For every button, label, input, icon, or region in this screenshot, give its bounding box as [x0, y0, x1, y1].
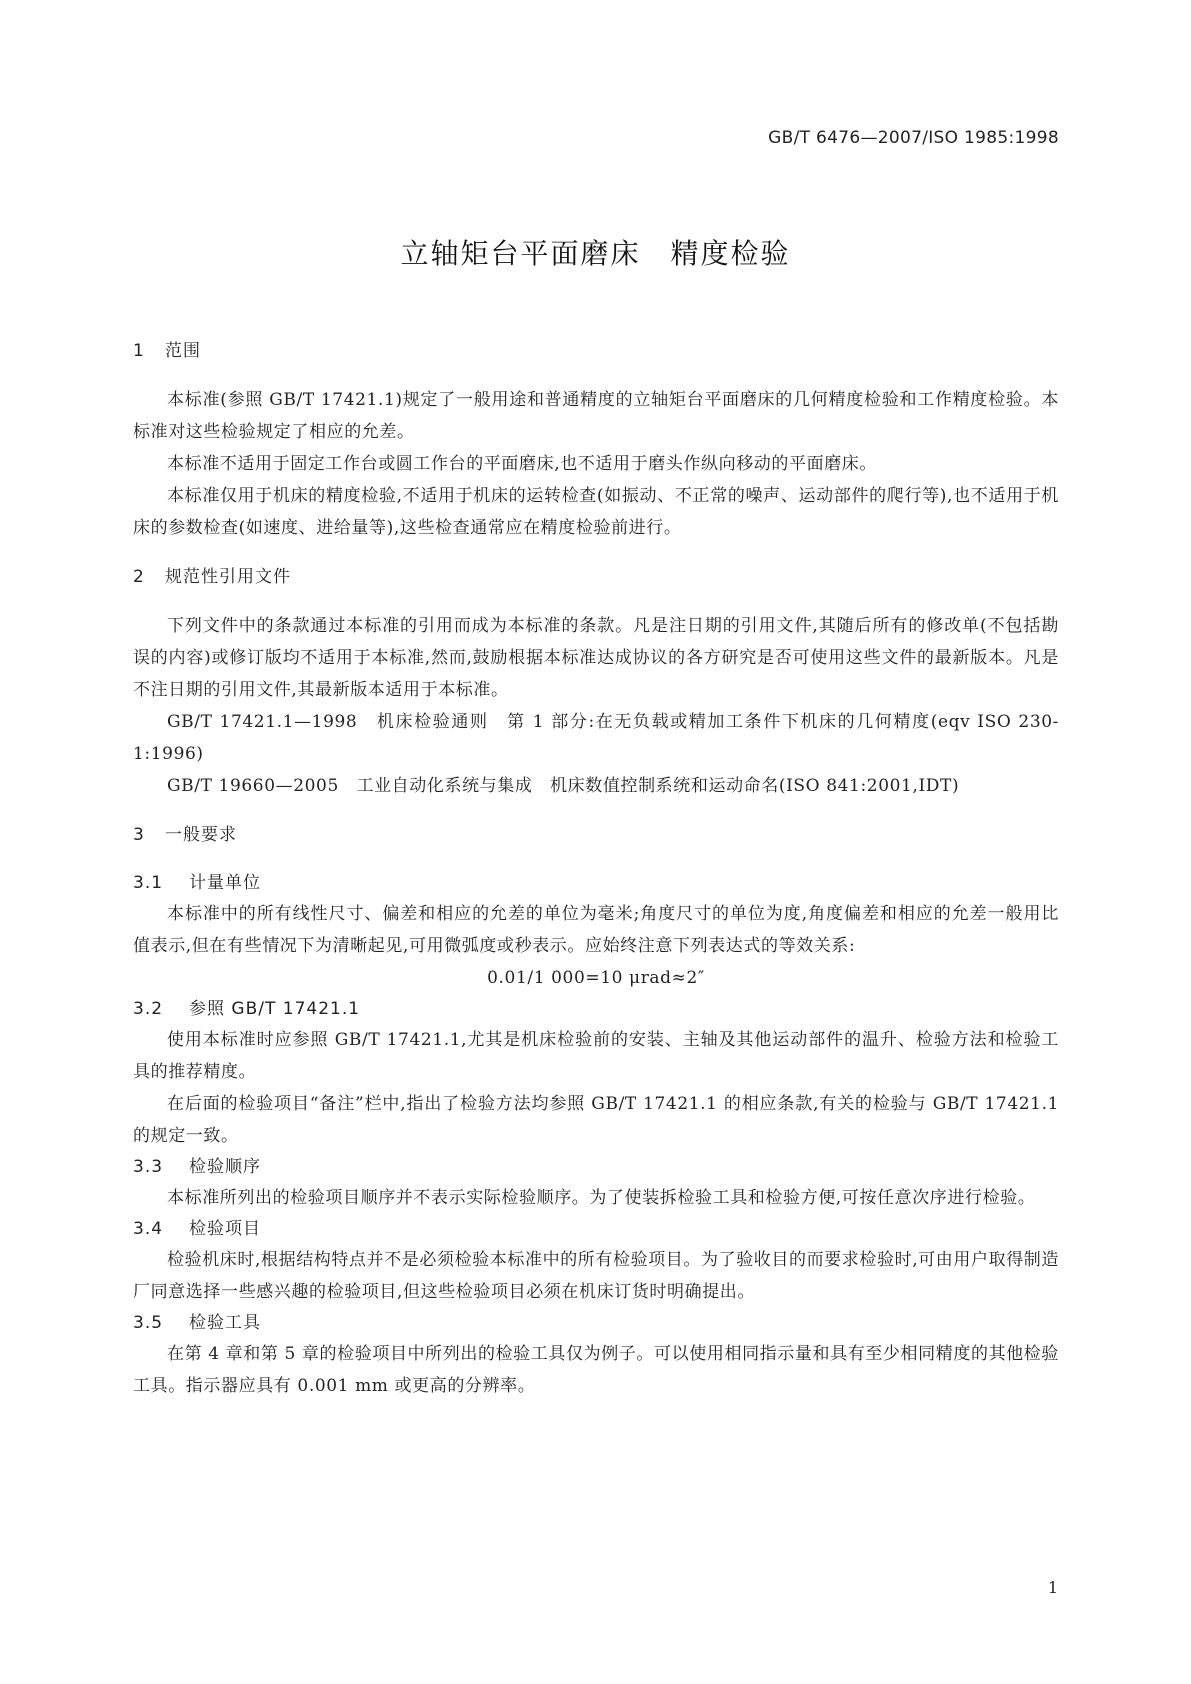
standard-number: GB/T 6476—2007/ISO 1985:1998 — [768, 128, 1059, 148]
subsection-title: 检验顺序 — [189, 1157, 261, 1177]
subsection-number: 3.3 — [133, 1157, 164, 1177]
subsection-heading-3-4 — [133, 1214, 1059, 1244]
section-title: 一般要求 — [165, 825, 237, 845]
reference-item: GB/T 19660—2005 工业自动化系统与集成 机床数值控制系统和运动命名(ISO 841:2001,IDT) — [167, 776, 960, 796]
paragraph: 在第 4 章和第 5 章的检验项目中所列出的检验工具仅为例子。可以使用相同指示量和具有至少相同精度的其他检验工具。指示器应具有 0.001 mm 或更高的分辨率。 — [133, 1344, 1059, 1396]
subsection-heading-3-3 — [133, 1152, 1059, 1182]
document-title: 立轴矩台平面磨床 精度检验 — [400, 237, 791, 270]
subsection-number: 3.2 — [133, 999, 164, 1019]
subsection-title: 计量单位 — [189, 873, 261, 893]
section-heading-1 — [133, 336, 1059, 366]
paragraph: 下列文件中的条款通过本标准的引用而成为本标准的条款。凡是注日期的引用文件,其随后所有的修改单(不包括勘误的内容)或修订版均不适用于本标准,然而,鼓励根据本标准达成协议的各方研究是否可使用这些文件的最新版本。凡是不注日期的引用文件,其最新版本适用于本标准。 — [133, 616, 1059, 700]
subsection-number: 3.1 — [133, 873, 164, 893]
section-title: 规范性引用文件 — [165, 567, 291, 587]
paragraph: 本标准仅用于机床的精度检验,不适用于机床的运转检查(如振动、不正常的噪声、运动部件的爬行等),也不适用于机床的参数检查(如速度、进给量等),这些检查通常应在精度检验前进行。 — [133, 486, 1059, 538]
subsection-heading-3-1 — [133, 868, 1059, 898]
paragraph: 本标准(参照 GB/T 17421.1)规定了一般用途和普通精度的立轴矩台平面磨床的几何精度检验和工作精度检验。本标准对这些检验规定了相应的允差。 — [133, 390, 1059, 442]
subsection-number: 3.5 — [133, 1313, 164, 1333]
reference-item: GB/T 17421.1—1998 机床检验通则 第 1 部分:在无负载或精加工条件下机床的几何精度(eqv ISO 230-1:1996) — [133, 712, 1059, 764]
section-number: 3 — [133, 825, 145, 845]
subsection-heading-3-2 — [133, 994, 1059, 1024]
subsection-title: 检验工具 — [189, 1313, 261, 1333]
paragraph: 在后面的检验项目“备注”栏中,指出了检验方法均参照 GB/T 17421.1 的相应条款,有关的检验与 GB/T 17421.1 的规定一致。 — [133, 1094, 1059, 1146]
subsection-heading-3-5 — [133, 1308, 1059, 1338]
document-body — [133, 336, 1059, 1402]
subsection-title: 检验项目 — [189, 1219, 261, 1239]
section-heading-3 — [133, 820, 1059, 850]
section-title: 范围 — [165, 341, 201, 361]
subsection-number: 3.4 — [133, 1219, 164, 1239]
paragraph: 检验机床时,根据结构特点并不是必须检验本标准中的所有检验项目。为了验收目的而要求检验时,可由用户取得制造厂同意选择一些感兴趣的检验项目,但这些检验项目必须在机床订货时明确提出。 — [133, 1250, 1060, 1302]
paragraph: 本标准所列出的检验项目顺序并不表示实际检验顺序。为了使装拆检验工具和检验方便,可按任意次序进行检验。 — [167, 1188, 1036, 1208]
page-number: 1 — [1047, 1578, 1058, 1597]
paragraph: 本标准不适用于固定工作台或圆工作台的平面磨床,也不适用于磨头作纵向移动的平面磨床。 — [167, 454, 878, 474]
formula: 0.01/1 000=10 μrad≈2″ — [487, 968, 705, 988]
subsection-title: 参照 GB/T 17421.1 — [189, 999, 361, 1019]
paragraph: 使用本标准时应参照 GB/T 17421.1,尤其是机床检验前的安装、主轴及其他运动部件的温升、检验方法和检验工具的推荐精度。 — [133, 1030, 1059, 1082]
paragraph: 本标准中的所有线性尺寸、偏差和相应的允差的单位为毫米;角度尺寸的单位为度,角度偏差和相应的允差一般用比值表示,但在有些情况下为清晰起见,可用微弧度或秒表示。应始终注意下列表达式的等效关系: — [133, 904, 1059, 956]
section-number: 1 — [133, 341, 145, 361]
section-heading-2 — [133, 562, 1059, 592]
section-number: 2 — [133, 567, 145, 587]
